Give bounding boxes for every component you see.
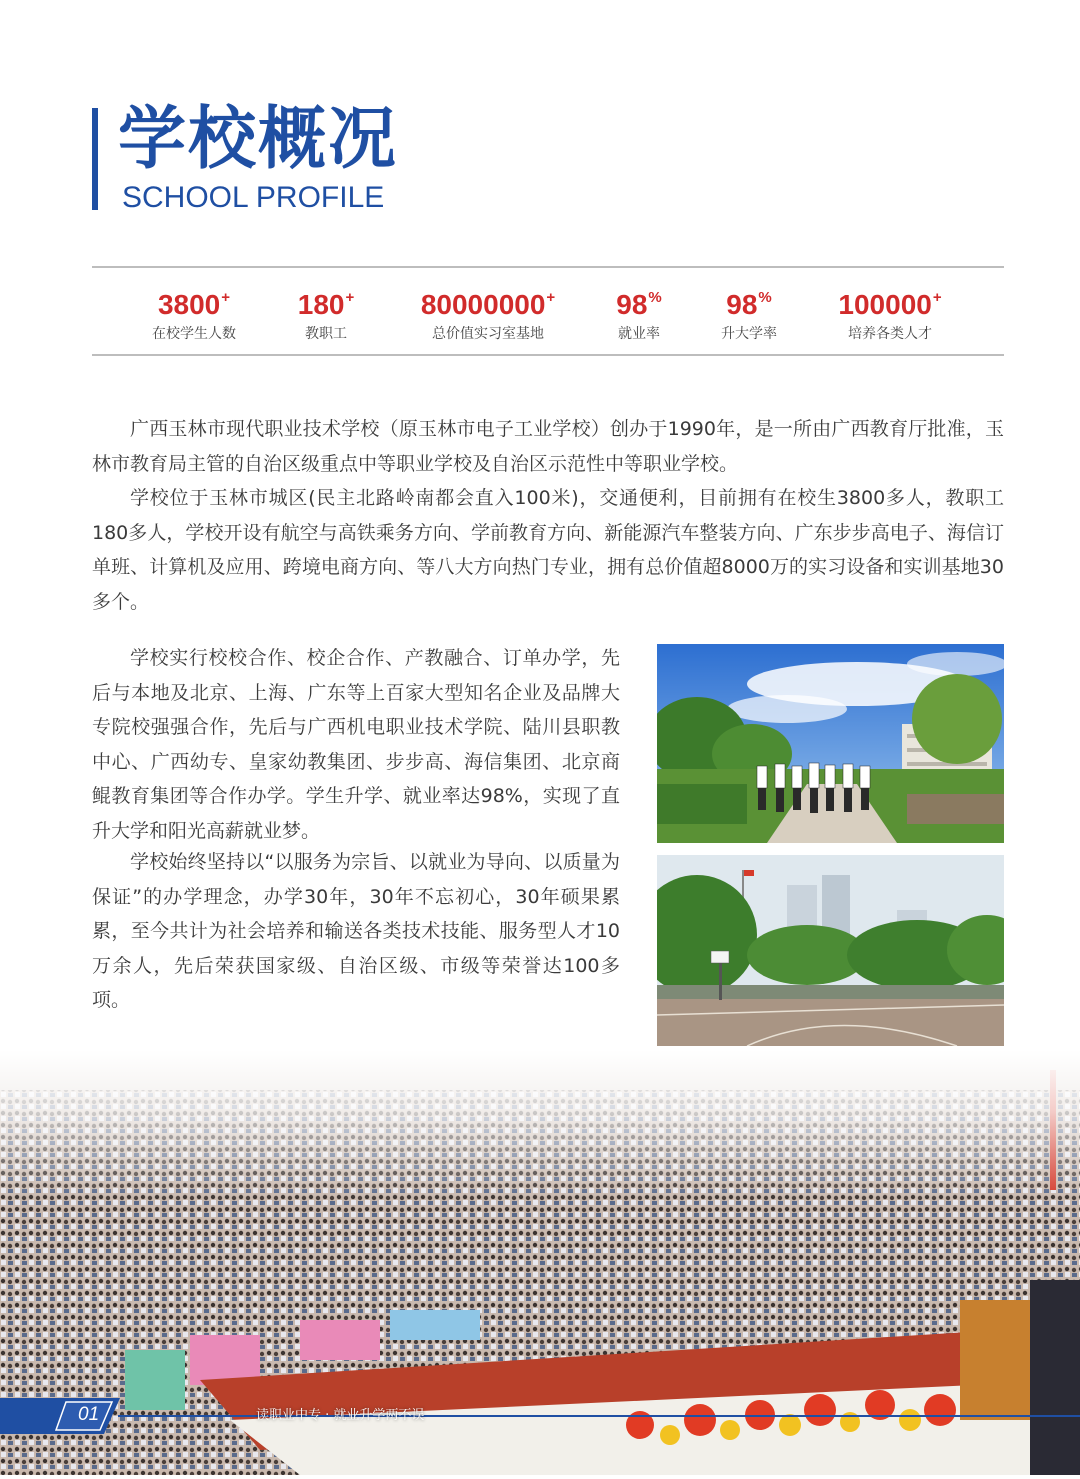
stat-label: 就业率 xyxy=(618,326,660,342)
page-number-tab xyxy=(0,1398,120,1434)
stat-label: 升大学率 xyxy=(721,326,777,342)
stat-value: 180 xyxy=(297,289,345,320)
stats-strip xyxy=(92,280,1004,346)
stat-value: 100000 xyxy=(838,289,932,320)
stat-value: 80000000 xyxy=(420,289,546,320)
page-title: 学校概况 xyxy=(118,100,399,179)
stat-staff xyxy=(298,280,354,345)
cooperation-paragraph: 学校实行校校合作、校企合作、产教融合、订单办学，先后与本地及北京、上海、广东等上百家大型知名企业及品牌大专院校强强合作，先后与广西机电职业技术学院、陆川县职教中心、广西幼专、皇家幼教集团、步步高、海信集团、北京商鲲教育集团等合作办学。学生升学、就业率达98%，实现了直升大学和阳光高薪就业梦。 xyxy=(92,647,620,842)
stat-label: 总价值实习室基地 xyxy=(432,326,544,342)
page-subtitle: SCHOOL PROFILE xyxy=(122,181,385,214)
stat-employment-rate xyxy=(616,280,662,345)
stat-label: 培养各类人才 xyxy=(847,326,932,342)
footer-slogan: 读职业中专 · 就业升学两不误 xyxy=(256,1408,425,1423)
stat-value: 98 xyxy=(616,289,648,320)
stats-bottom-divider xyxy=(92,354,1004,356)
crowd-fade-overlay xyxy=(0,1050,1080,1200)
stat-suffix: % xyxy=(648,289,662,306)
campus-court-photo xyxy=(657,855,1004,1046)
campus-students-photo xyxy=(657,644,1004,843)
stat-graduates xyxy=(838,280,941,345)
location-paragraph: 学校位于玉林市城区(民主北路岭南都会直入100米)，交通便利，目前拥有在校生3800多人，教职工180多人，学校开设有航空与高铁乘务方向、学前教育方向、新能源汽车整装方向、广东步步高电子、海信订单班、计算机及应用、跨境电商方向、等八大方向热门专业，拥有总价值超8000万的实习设备和实训基地30多个。 xyxy=(92,487,1004,613)
stat-suffix: + xyxy=(932,289,942,306)
stats-top-divider xyxy=(92,266,1004,268)
stat-suffix: + xyxy=(221,289,231,306)
page-number: 01 xyxy=(78,1404,100,1425)
stat-label: 在校学生人数 xyxy=(152,326,236,342)
stat-label: 教职工 xyxy=(304,326,347,342)
stat-lab-value xyxy=(421,280,555,345)
stat-suffix: % xyxy=(758,289,772,306)
stat-value: 98 xyxy=(726,289,758,320)
stat-value: 3800 xyxy=(157,289,221,320)
stat-university-rate xyxy=(721,280,777,345)
title-accent-bar xyxy=(92,108,98,210)
stat-suffix: + xyxy=(546,289,556,306)
stat-suffix: + xyxy=(345,289,355,306)
stat-students xyxy=(152,280,236,345)
intro-paragraph: 广西玉林市现代职业技术学校（原玉林市电子工业学校）创办于1990年，是一所由广西教育厅批准，玉林市教育局主管的自治区级重点中等职业学校及自治区示范性中等职业学校。 xyxy=(92,418,1004,475)
philosophy-paragraph: 学校始终坚持以“以服务为宗旨、以就业为导向、以质量为保证”的办学理念，办学30年，30年不忘初心，30年硕果累累，至今共计为社会培养和输送各类技术技能、服务型人才10万余人，先后荣获国家级、自治区级、市级等荣誉达100多项。 xyxy=(92,851,620,1011)
